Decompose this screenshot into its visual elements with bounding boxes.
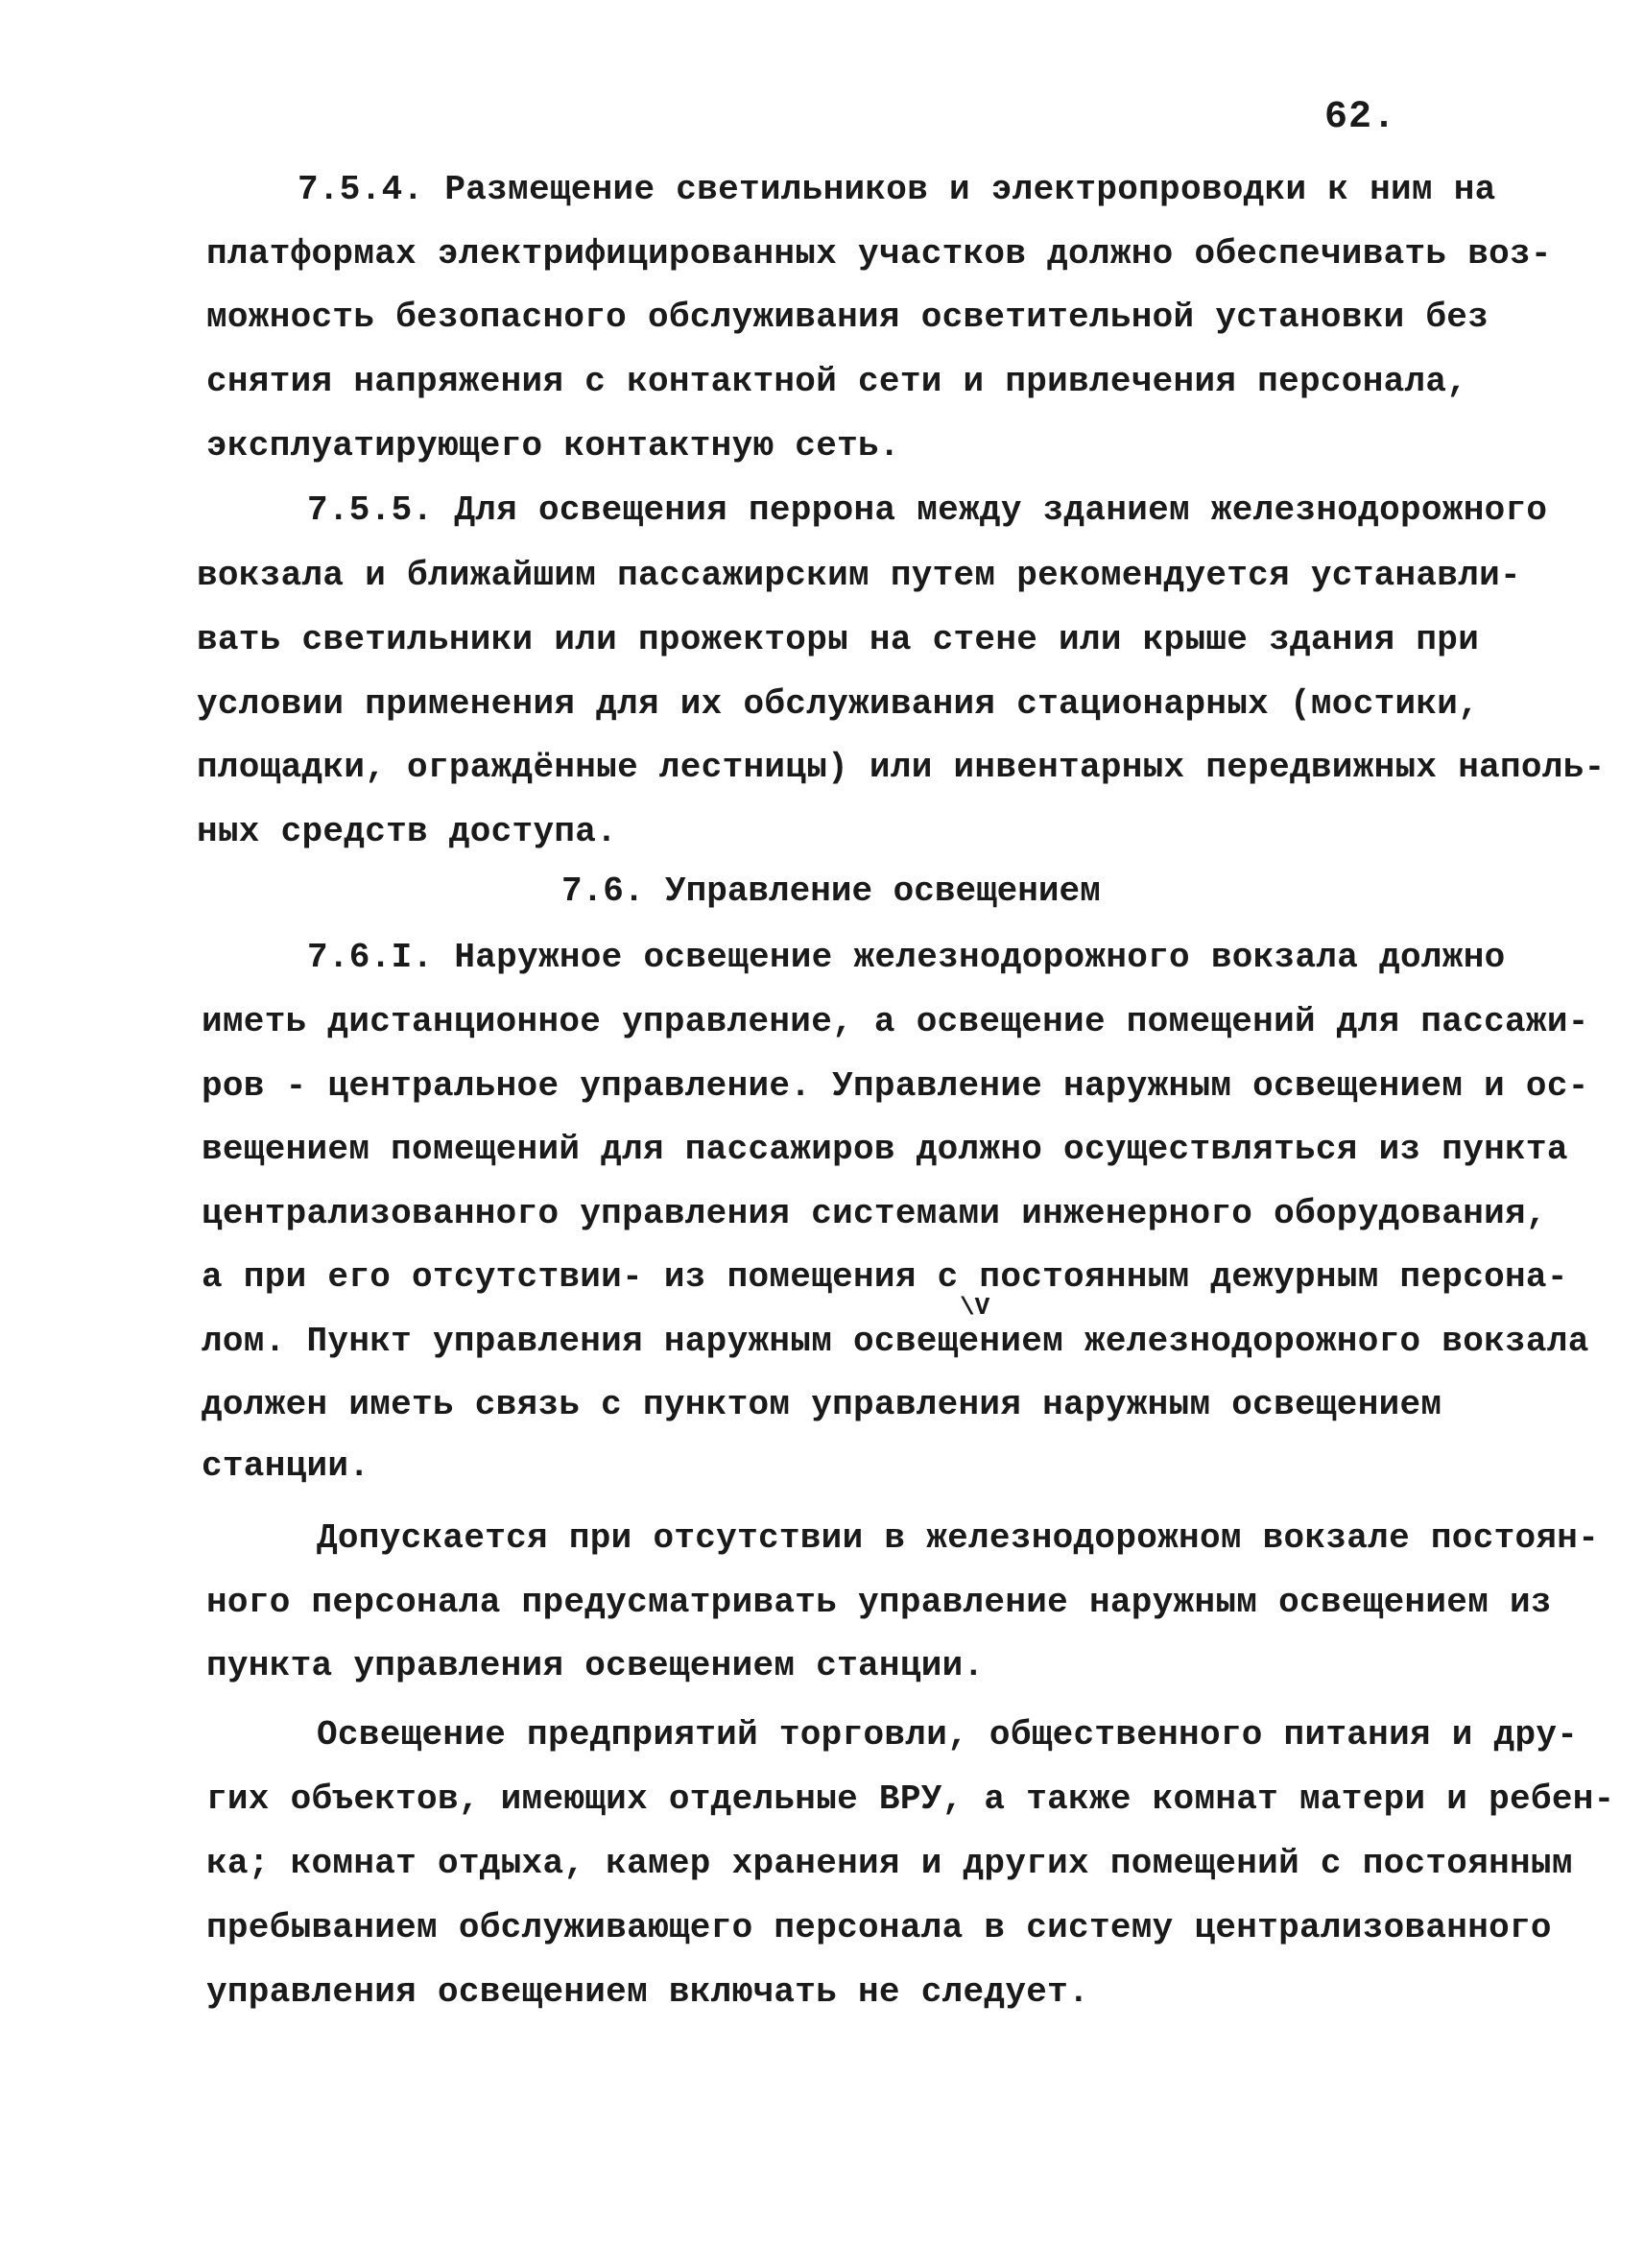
section-7-5-5-line-4: условии применения для их обслуживания стационарных (мостики, <box>197 684 1480 724</box>
page-number: 62. <box>1324 96 1397 139</box>
section-7-6-1-line-6: а при его отсутствии- из помещения с постоянным дежурным персона- <box>202 1257 1568 1297</box>
section-7-5-5-line-3: вать светильники или прожекторы на стене или крыше здания при <box>197 620 1480 659</box>
section-7-5-5-line-5: площадки, ограждённые лестницы) или инвентарных передвижных наполь- <box>197 748 1606 787</box>
section-7-5-5-line-2: вокзала и ближайшим пассажирским путем рекомендуется устанавли- <box>197 556 1521 595</box>
section-7-5-4-line-5: эксплуатирующего контактную сеть. <box>206 426 900 466</box>
para-allowed-line-1: Допускается при отсутствии в железнодорожном вокзале постоян- <box>317 1518 1600 1558</box>
handwritten-insert-mark: \V <box>960 1293 990 1322</box>
para-lighting-line-3: ка; комнат отдыха, камер хранения и других помещений с постоянным <box>206 1844 1573 1883</box>
section-7-5-4-line-4: снятия напряжения с контактной сети и привлечения персонала, <box>206 362 1468 401</box>
section-7-6-1-line-1: 7.6.I. Наружное освещение железнодорожного вокзала должно <box>307 938 1506 977</box>
section-7-6-1-line-7: лом. Пункт управления наружным освещением железнодорожного вокзала <box>202 1322 1589 1361</box>
para-lighting-line-1: Освещение предприятий торговли, общественного питания и дру- <box>317 1715 1579 1755</box>
para-allowed-line-2: ного персонала предусматривать управление наружным освещением из <box>206 1583 1552 1622</box>
section-7-6-1-line-3: ров - центральное управление. Управление наружным освещением и ос- <box>202 1066 1589 1106</box>
section-7-6-1-line-8: должен иметь связь с пунктом управления наружным освещением <box>202 1385 1442 1424</box>
section-7-5-4-line-2: платформах электрифицированных участков должно обеспечивать воз- <box>206 234 1552 274</box>
section-7-5-4-line-1: 7.5.4. Размещение светильников и электропроводки к ним на <box>298 170 1496 209</box>
section-7-5-5-line-1: 7.5.5. Для освещения перрона между зданием железнодорожного <box>307 490 1548 530</box>
section-7-5-5-line-6: ных средств доступа. <box>197 812 618 851</box>
section-7-5-4-line-3: можность безопасного обслуживания осветительной установки без <box>206 298 1489 337</box>
section-heading-7-6: 7.6. Управление освещением <box>561 871 1101 911</box>
para-lighting-line-4: пребыванием обслуживающего персонала в систему централизованного <box>206 1908 1552 1947</box>
section-7-6-1-line-2: иметь дистанционное управление, а освещение помещений для пассажи- <box>202 1002 1589 1041</box>
section-7-6-1-line-5: централизованного управления системами инженерного оборудования, <box>202 1194 1547 1233</box>
para-lighting-line-2: гих объектов, имеющих отдельные ВРУ, а также комнат матери и ребен- <box>206 1779 1615 1819</box>
section-7-6-1-line-4: вещением помещений для пассажиров должно осуществляться из пункта <box>202 1130 1568 1169</box>
section-7-6-1-line-9: станции. <box>202 1446 370 1486</box>
para-lighting-line-5: управления освещением включать не следует. <box>206 1972 1089 2012</box>
para-allowed-line-3: пункта управления освещением станции. <box>206 1646 985 1685</box>
